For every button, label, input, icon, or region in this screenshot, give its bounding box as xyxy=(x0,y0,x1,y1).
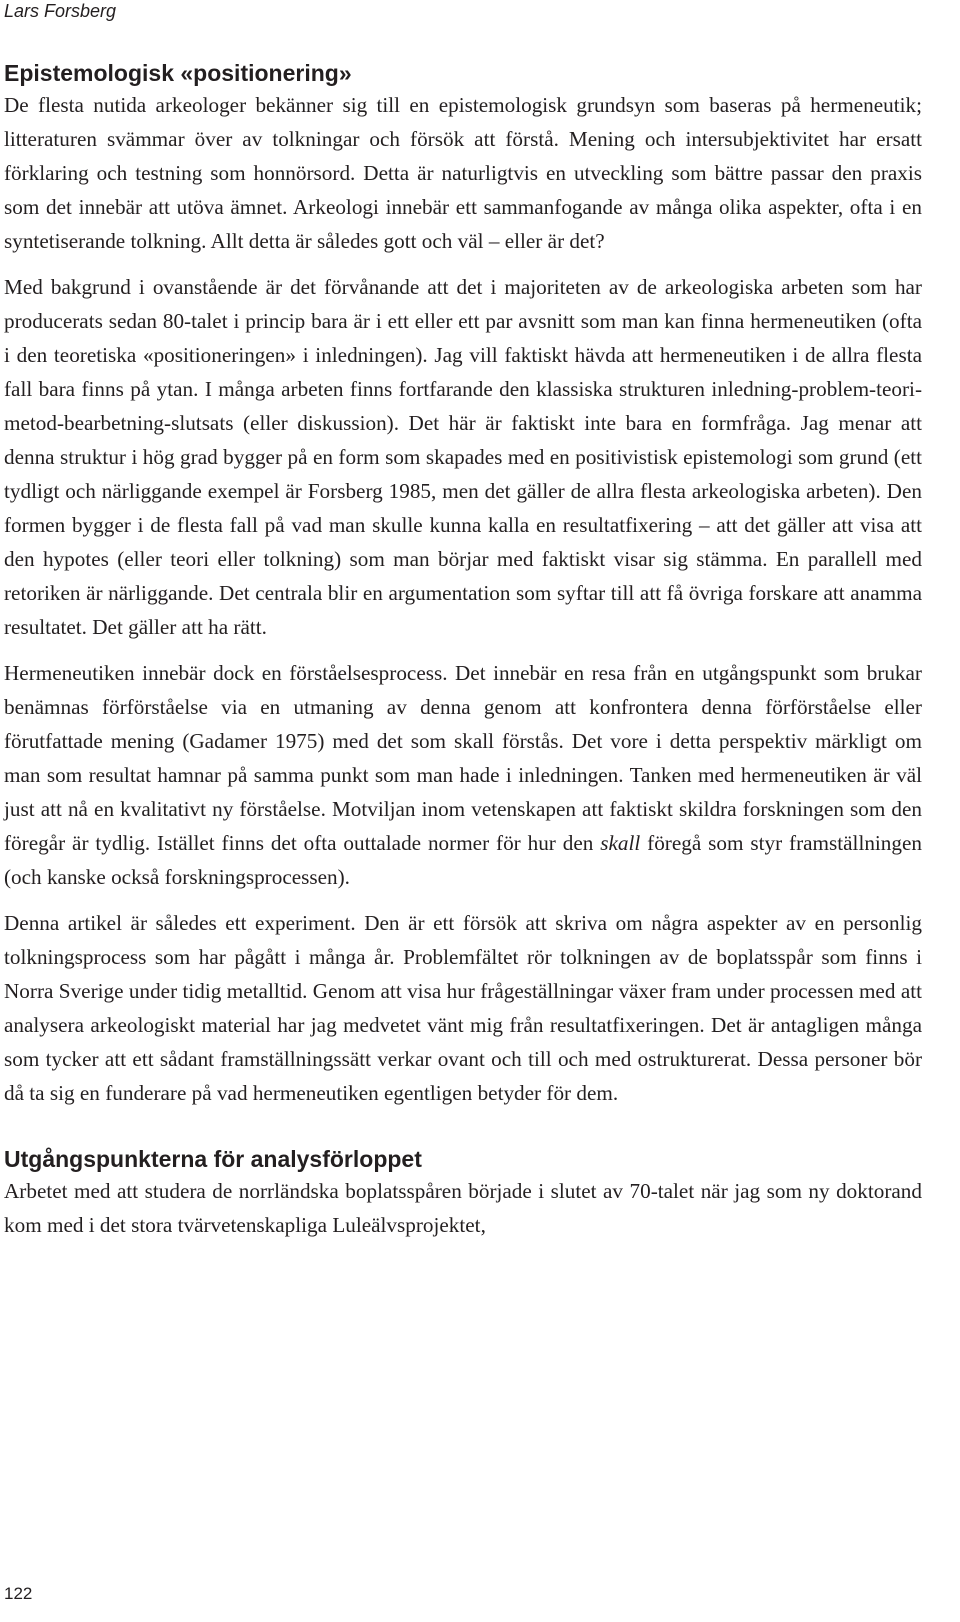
paragraph-3 xyxy=(4,656,922,894)
paragraph-3-emphasis: skall xyxy=(600,831,641,855)
paragraph-4: Denna artikel är således ett experiment. Den är ett försök att skriva om några aspekter av en personlig tolkningsprocess som har pågått i många år. Problemfältet rör tolkningen av de boplatsspår som finns i Norra Sverige under tidig metalltid. Genom att visa hur frågeställningar växer fram under processen med att analysera arkeologiskt material har jag medvetet vänt mig från resultatfixeringen. Det är antagligen många som tycker att ett sådant framställningssätt verkar ovant och till och med ostrukturerat. Dessa personer bör då ta sig en funderare på vad hermeneutiken egentligen betyder för dem. xyxy=(4,911,922,1105)
paragraph-3-text-b: föregå som styr framställningen (och kanske också forskningsprocessen). xyxy=(4,831,922,889)
section-heading-starting-points: Utgångspunkterna för analysförloppet xyxy=(4,1146,422,1172)
paragraph-5: Arbetet med att studera de norrländska boplatsspåren började i slutet av 70-talet när jag som ny doktorand kom med i det stora tvärvetenskapliga Luleälvsprojektet, xyxy=(4,1179,922,1237)
section-heading-epistemology: Epistemologisk «positionering» xyxy=(4,60,352,86)
paragraph-3-text-a: Hermeneutiken innebär dock en förståelsesprocess. Det innebär en resa från en utgångspunkt som brukar benämnas förförståelse via en utmaning av denna genom att konfrontera denna förförståelse eller förutfattade mening (Gadamer 1975) med det som skall förstås. Det vore i detta perspektiv märkligt om man som resultat hamnar på samma punkt som man hade i inledningen. Tanken med hermeneutiken är väl just att nå en kvalitativt ny förståelse. Motviljan inom vetenskapen att faktiskt skildra forskningen som den föregår är tydlig. Istället finns det ofta outtalade normer för hur den xyxy=(4,661,922,855)
paragraph-2: Med bakgrund i ovanstående är det förvånande att det i majoriteten av de arkeologiska arbeten som har producerats sedan 80-talet i princip bara är i ett eller ett par avsnitt som man kan finna hermeneutiken (ofta i den teoretiska «positioneringen» i inledningen). Jag vill faktiskt hävda att hermeneutiken i de allra flesta fall bara finns på ytan. I många arbeten finns fortfarande den klassiska strukturen inledning-problem-teori-metod-bearbetning-slutsats (eller diskussion). Det här är faktiskt inte bara en formfråga. Jag menar att denna struktur i hög grad bygger på en form som skapades med en positivistisk epistemologi som grund (ett tydligt och närliggande exempel är Forsberg 1985, men det gäller de allra flesta arkeologiska arbeten). Den formen bygger i de flesta fall på vad man skulle kunna kalla en resultatfixering – att det gäller att visa att den hypotes (eller teori eller tolkning) som man börjar med faktiskt visar sig stämma. En parallell med retoriken är närliggande. Det centrala blir en argumentation som syftar till att få övriga forskare att anamma resultatet. Det gäller att ha rätt. xyxy=(4,275,922,639)
running-head-author: Lars Forsberg xyxy=(4,1,117,21)
paragraph-1: De flesta nutida arkeologer bekänner sig till en epistemologisk grundsyn som baseras på hermeneutik; litteraturen svämmar över av tolkningar och försök att förstå. Mening och intersubjektivitet har ersatt förklaring och testning som honnörsord. Detta är naturligtvis en utveckling som bättre passar den praxis som det innebär att utöva ämnet. Arkeologi innebär ett sammanfogande av många olika aspekter, ofta i en syntetiserande tolkning. Allt detta är således gott och väl – eller är det? xyxy=(4,93,922,253)
article-body xyxy=(4,58,922,1242)
page-number: 122 xyxy=(4,1584,33,1603)
